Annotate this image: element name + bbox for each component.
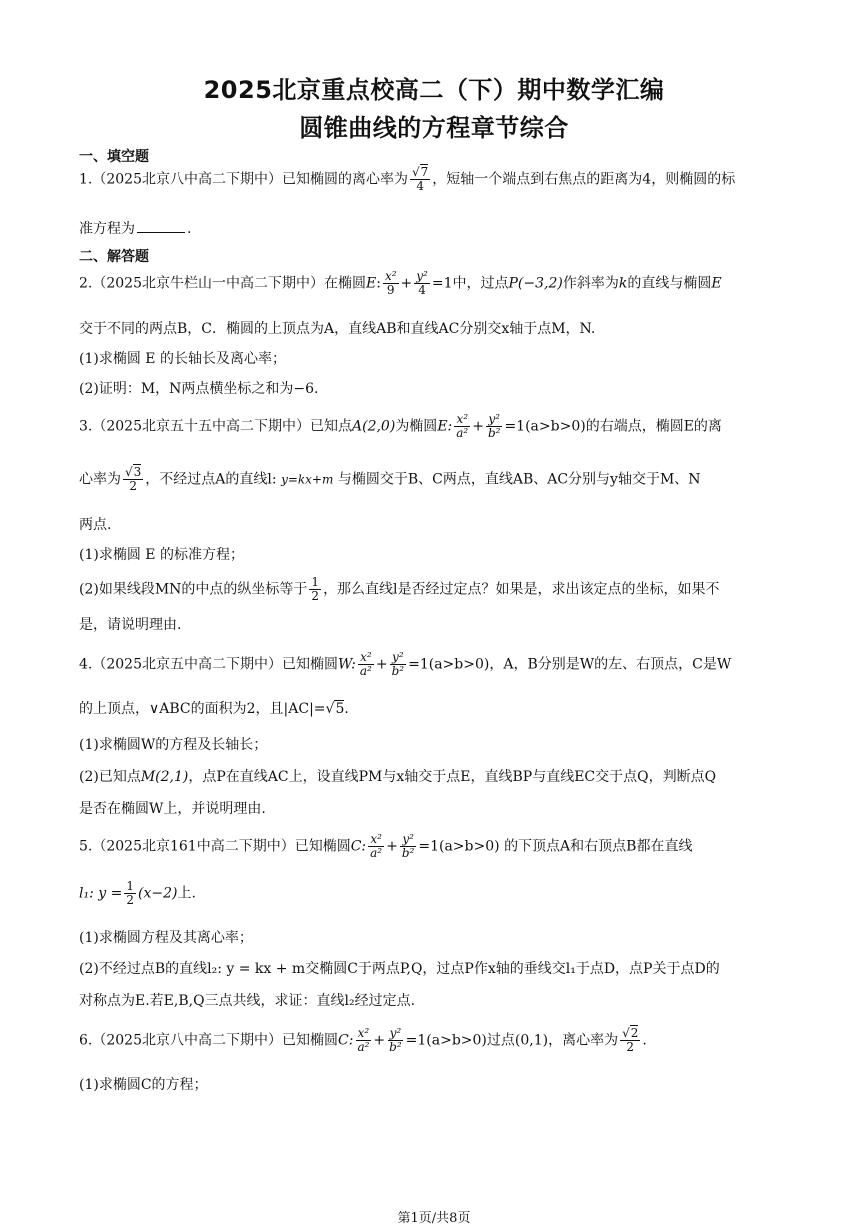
q3-line1: 3.（2025北京五十五中高二下期中）已知点A(2,0)为椭圆E: $\frac{\text{x²}}{\text{a²}}$ + $\frac{\text{y²}}{\text{b²}}$ =1(a>b>0)的右端点，椭圆E的离 [79, 412, 722, 441]
q1-line1: 1.（2025北京八中高二下期中）已知椭圆的离心率为 $\frac{√7}{4}$ ，短轴一个端点到右焦点的距离为4，则椭圆的标 [79, 165, 736, 194]
q5-part1: (1)求椭圆方程及其离心率； [79, 930, 253, 946]
answer-blank [137, 220, 185, 233]
q6-part1: (1)求椭圆C的方程； [79, 1077, 208, 1093]
q4-part1: (1)求椭圆W的方程及长轴长； [79, 737, 268, 753]
q2-line2: 交于不同的两点B，C．椭圆的上顶点为A，直线AB和直线AC分别交x轴于点M，N. [79, 321, 596, 337]
q2-part2: (2)证明：M，N两点横坐标之和为−6. [79, 381, 319, 397]
q1-eccentricity-fraction: $\frac{√7}{4}$ [412, 165, 429, 194]
q4-line2: 的上顶点，∨ABC的面积为2，且|AC|=√5. [79, 701, 349, 717]
q3-line3: 两点. [79, 517, 112, 533]
page-number: 第1页/共8页 [397, 1211, 471, 1226]
q3-part2-line2: 是，请说明理由. [79, 617, 182, 633]
section-answer: 二、解答题 [79, 249, 149, 265]
q4-line1: 4.（2025北京五中高二下期中）已知椭圆W: $\frac{\text{x²}}{\text{a²}}$ + $\frac{\text{y²}}{\text{b²}}$ =1(a>b>0)，A，B分别是W的左、右顶点，C是W [79, 650, 732, 679]
q6-line1: 6.（2025北京八中高二下期中）已知椭圆C: $\frac{\text{x²}}{\text{a²}}$ + $\frac{\text{y²}}{\text{b²}}$ =1(a>b>0)过点(0,1)，离心率为 $\frac{√2}{2}$ . [79, 1026, 647, 1055]
q3-part1: (1)求椭圆 E 的标准方程； [79, 547, 244, 563]
q3-part2-line1: (2)如果线段MN的中点的纵坐标等于 $\frac{1}{2}$ ，那么直线l是否经过定点？如果是，求出该定点的坐标，如果不 [79, 575, 720, 604]
q1-line2: 准方程为 . [79, 221, 192, 237]
q4-part2-line1: (2)已知点M(2,1)，点P在直线AC上，设直线PM与x轴交于点E，直线BP与直线EC交于点Q，判断点Q [79, 769, 717, 785]
q5-line1: 5.（2025北京161中高二下期中）已知椭圆C: $\frac{\text{x²}}{\text{a²}}$ + $\frac{\text{y²}}{\text{b²}}$ =1(a>b>0) 的下顶点A和右顶点B都在直线 [79, 832, 693, 861]
section-fill-in: 一、填空题 [79, 149, 149, 165]
q2-part1: (1)求椭圆 E 的长轴长及离心率； [79, 351, 286, 367]
q4-part2-line2: 是否在椭圆W上，并说明理由. [79, 801, 266, 817]
q5-part2-line1: (2)不经过点B的直线l₂: y = kx + m交椭圆C于两点P,Q，过点P作x轴的垂线交l₁于点D，点P关于点D的 [79, 961, 720, 977]
doc-title: 2025北京重点校高二（下）期中数学汇编 [203, 76, 665, 104]
q5-part2-line2: 对称点为E.若E,B,Q三点共线，求证：直线l₂经过定点. [79, 993, 416, 1009]
q5-line2: l₁: y = $\frac{1}{2}$ (x−2)上. [79, 879, 196, 908]
q3-line2: 心率为 $\frac{√3}{2}$ ，不经过点A的直线l: y=kx+m 与椭圆交于B、C两点，直线AB、AC分别与y轴交于M、N [79, 465, 701, 494]
doc-subtitle: 圆锥曲线的方程章节综合 [299, 114, 569, 142]
q2-line1: 2.（2025北京牛栏山一中高二下期中）在椭圆E: $\frac{\text{x²}}{9}$ + $\frac{\text{y²}}{4}$ =1中，过点P(−3,2)作斜率为k的直线与椭圆E [79, 269, 722, 298]
